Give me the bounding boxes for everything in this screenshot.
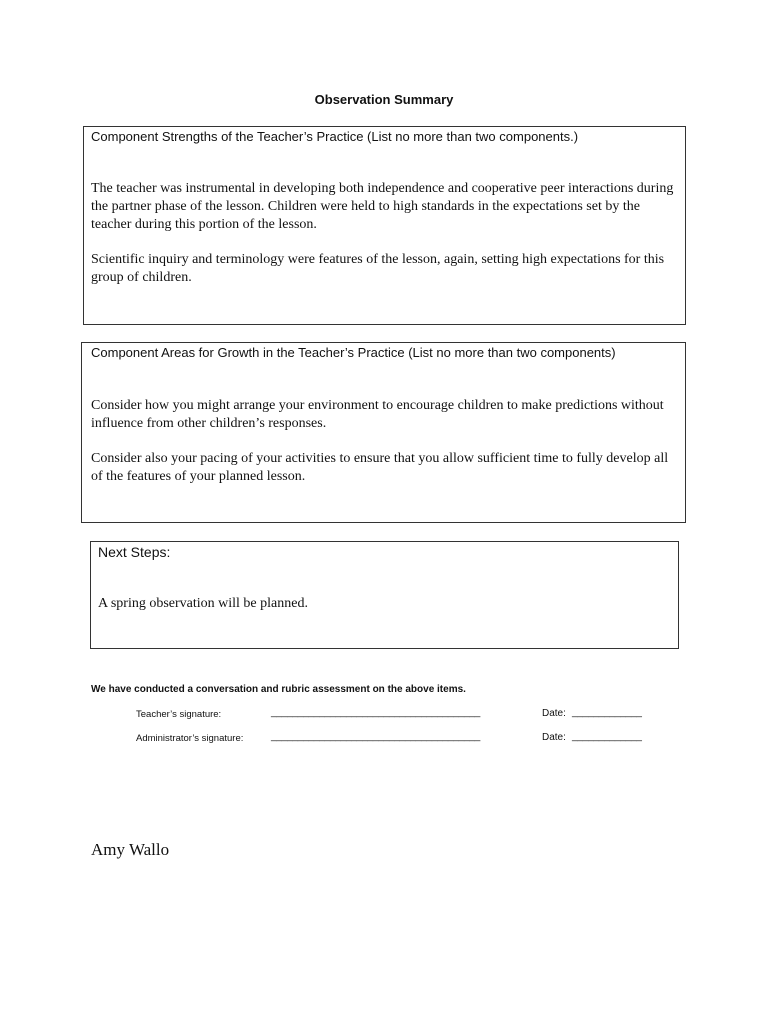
- growth-box: [81, 342, 686, 523]
- admin-signature-label: Administrator’s signature:: [136, 733, 244, 744]
- teacher-signature-line: _______________________________________: [271, 707, 481, 718]
- teacher-date-label: Date:: [542, 708, 566, 719]
- strengths-heading: Component Strengths of the Teacher’s Practice (List no more than two components.): [91, 129, 579, 144]
- teacher-date-line: _____________: [572, 707, 642, 718]
- growth-paragraph-1: Consider how you might arrange your environment to encourage children to make predictions without influence from other children’s responses.: [91, 398, 664, 431]
- growth-heading: Component Areas for Growth in the Teacher’s Practice (List no more than two components): [91, 345, 616, 360]
- teacher-signature-label: Teacher’s signature:: [136, 709, 222, 720]
- author-name: Amy Wallo: [91, 840, 170, 859]
- admin-date-label: Date:: [542, 732, 566, 743]
- admin-date-line: _____________: [572, 731, 642, 742]
- strengths-paragraph-2: Scientific inquiry and terminology were features of the lesson, again, setting high expectations for this group of children.: [91, 252, 665, 285]
- growth-paragraph-2: Consider also your pacing of your activities to ensure that you allow sufficient time to fully develop all of the features of your planned lesson.: [91, 451, 669, 484]
- page-title: Observation Summary: [314, 92, 454, 107]
- strengths-box: [83, 126, 686, 325]
- agreement-statement: We have conducted a conversation and rubric assessment on the above items.: [91, 684, 466, 695]
- next-steps-paragraph: A spring observation will be planned.: [98, 596, 308, 611]
- next-steps-box: [90, 541, 679, 649]
- next-steps-heading: Next Steps:: [98, 544, 171, 560]
- admin-signature-line: _______________________________________: [271, 731, 481, 742]
- strengths-paragraph-1: The teacher was instrumental in developing both independence and cooperative peer interactions during the partner phase of the lesson. Children were held to high standards in the expectations set by the teacher during this portion of the lesson.: [91, 181, 674, 232]
